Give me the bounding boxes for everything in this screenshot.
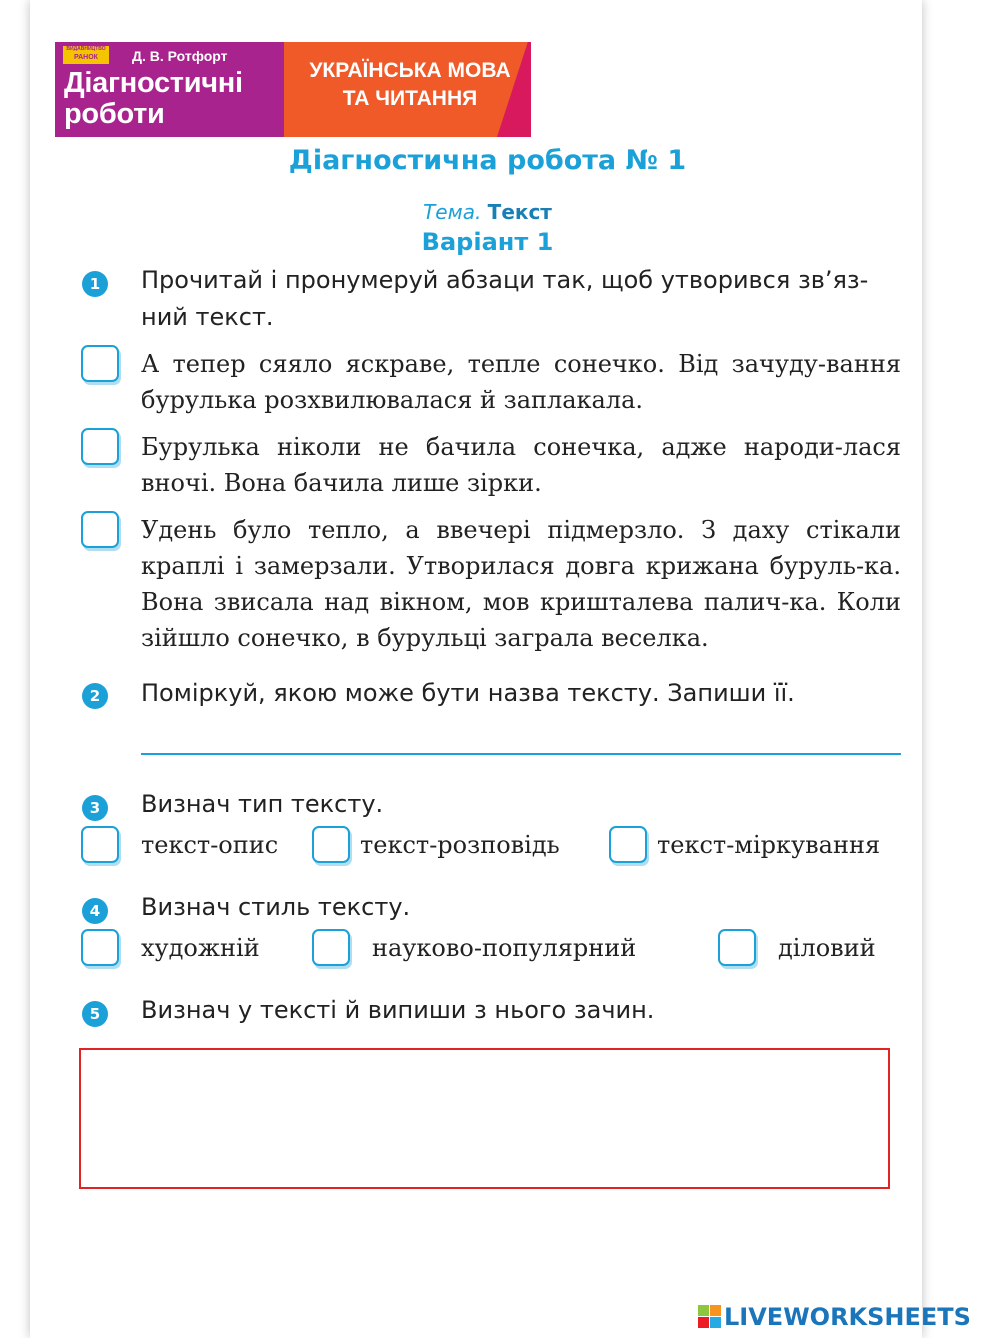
- style-option-business: діловий: [778, 934, 876, 962]
- task-5-text: Визнач у тексті й випиши з нього зачин.: [141, 996, 655, 1024]
- opening-answer-box[interactable]: [79, 1048, 890, 1189]
- topic-line: [0, 200, 975, 224]
- style-option-popular-science: науково-популярний: [372, 934, 637, 962]
- type-option-description: текст-опис: [141, 831, 279, 859]
- task-1-text: Прочитай і пронумеруй абзаци так, щоб утворився зв’яз-ний текст.: [141, 266, 869, 331]
- task-2-text: Поміркуй, якою може бути назва тексту. Запиши її.: [141, 679, 795, 707]
- topic-label: Тема.: [423, 200, 482, 224]
- task-4-text: Визнач стиль тексту.: [141, 893, 411, 921]
- variant-label: Варіант 1: [421, 228, 554, 256]
- subject-panel: [284, 42, 531, 137]
- task-number-3: 3: [82, 795, 108, 821]
- topic-value: Текст: [487, 200, 552, 224]
- subject-title: УКРАЇНСЬКА МОВА ТА ЧИТАННЯ: [309, 59, 511, 110]
- watermark-text: LIVEWORKSHEETS: [724, 1303, 971, 1331]
- type-checkbox-narrative[interactable]: [312, 826, 350, 863]
- page-title: Діагностична робота № 1: [288, 145, 687, 176]
- series-panel: [55, 42, 284, 137]
- style-checkbox-popular-science[interactable]: [312, 929, 350, 966]
- task-number-2: 2: [82, 683, 108, 709]
- style-checkbox-artistic[interactable]: [81, 929, 119, 966]
- liveworksheets-logo-icon: [698, 1305, 722, 1329]
- author-name: Д. В. Ротфорт: [132, 48, 228, 64]
- type-option-narrative: текст-розповідь: [360, 831, 560, 859]
- task-number-1: 1: [82, 271, 108, 297]
- liveworksheets-watermark: [698, 1300, 971, 1334]
- task-number-4: 4: [82, 898, 108, 924]
- paragraph-1: А тепер сяяло яскраве, тепле сонечко. Від зачуду-вання бурулька розхвилювалася й заплакала.: [141, 350, 901, 414]
- series-title: Діагностичні роботи: [64, 67, 243, 130]
- task-number-5: 5: [82, 1001, 108, 1027]
- paragraph-order-input-3[interactable]: [81, 511, 119, 548]
- book-header-banner: [55, 42, 531, 137]
- style-option-artistic: художній: [141, 934, 260, 962]
- style-checkbox-business[interactable]: [718, 929, 756, 966]
- paragraph-3: Удень було тепло, а ввечері підмерзло. З даху стікали краплі і замерзали. Утворилася довга крижана буруль-ка. Вона звисала над вікном, мов кришталева палич-ка. Коли зійшло сонечко, в бурульці заграла веселка.: [141, 516, 901, 652]
- type-checkbox-reasoning[interactable]: [609, 826, 647, 863]
- paragraph-order-input-1[interactable]: [81, 345, 119, 382]
- type-option-reasoning: текст-міркування: [657, 831, 881, 859]
- title-answer-line[interactable]: [141, 753, 901, 755]
- publisher-logo: ВИДАВНИЦТВО РАНОК: [63, 46, 109, 64]
- task-3-text: Визнач тип тексту.: [141, 790, 384, 818]
- type-checkbox-description[interactable]: [81, 826, 119, 863]
- paragraph-2: Бурулька ніколи не бачила сонечка, адже народи-лася вночі. Вона бачила лише зірки.: [141, 433, 901, 497]
- paragraph-order-input-2[interactable]: [81, 428, 119, 465]
